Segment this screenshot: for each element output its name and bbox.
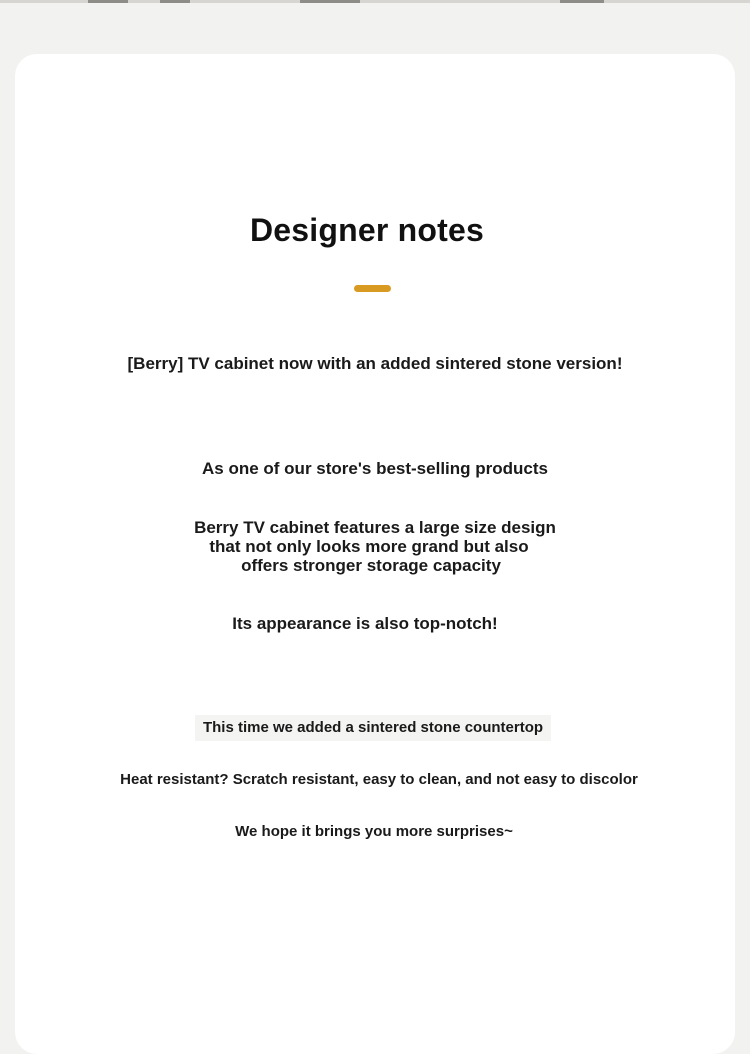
note-line: Its appearance is also top-notch! <box>232 614 498 633</box>
image-edge <box>300 0 360 3</box>
image-edge <box>560 0 604 3</box>
image-edge <box>160 0 190 3</box>
page-title: Designer notes <box>250 212 484 248</box>
note-line: offers stronger storage capacity <box>241 556 501 575</box>
note-line: We hope it brings you more surprises~ <box>235 823 513 840</box>
note-line: Berry TV cabinet features a large size design <box>194 518 556 537</box>
note-line: that not only looks more grand but also <box>209 537 529 556</box>
note-text: This time we added a sintered stone countertop <box>195 715 551 741</box>
image-edge <box>88 0 128 3</box>
note-line: Heat resistant? Scratch resistant, easy to clean, and not easy to discolor <box>120 771 638 788</box>
note-line: [Berry] TV cabinet now with an added sintered stone version! <box>127 354 623 373</box>
top-image-strip <box>0 0 750 3</box>
title-accent-bar <box>354 285 391 292</box>
note-line: As one of our store's best-selling products <box>202 459 548 478</box>
note-line-highlighted <box>0 715 748 741</box>
